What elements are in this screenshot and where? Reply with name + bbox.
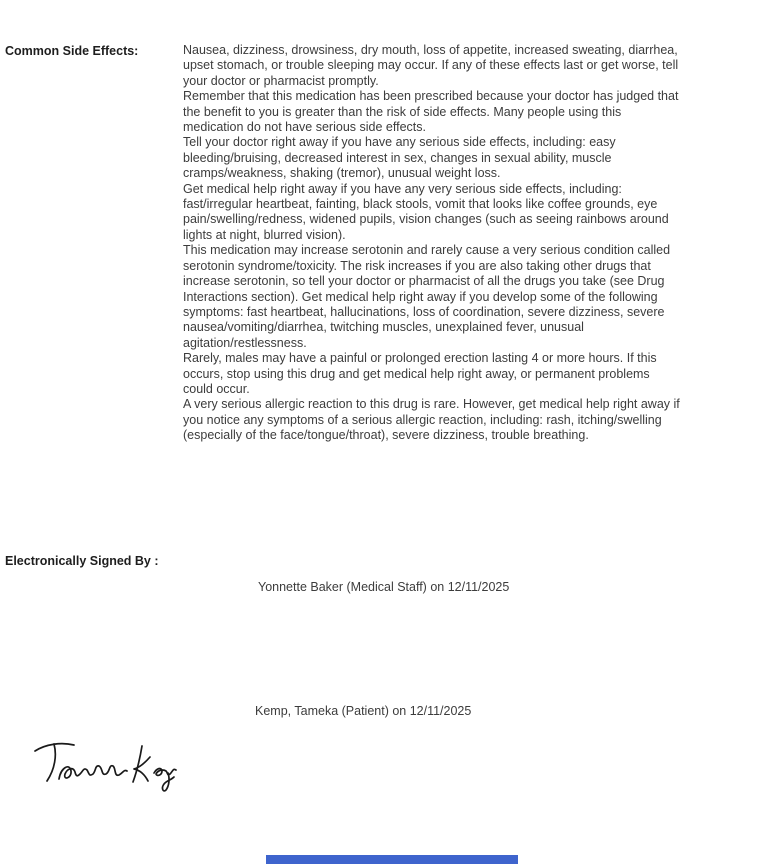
side-effects-paragraph: Tell your doctor right away if you have any serious side effects, including: easy bleeding/bruising, decreased interest in sex, changes in sexual ability, muscle cramps/weakness, shaking (tremor), unusual weight loss. bbox=[183, 135, 616, 181]
signature-ink-icon bbox=[28, 733, 180, 795]
side-effects-paragraph: A very serious allergic reaction to this drug is rare. However, get medical help right away if you notice any symptoms of a serious allergic reaction, including: rash, itching/swelling (especially of the face/tongue/throat), severe dizziness, trouble breathing. bbox=[183, 397, 680, 443]
side-effects-paragraph: Get medical help right away if you have any very serious side effects, including: fast/irregular heartbeat, fainting, black stools, vomit that looks like coffee grounds, eye pain/swelling/redness, widened pupils, vision changes (such as seeing rainbows around lights at night, blurred vision). bbox=[183, 181, 669, 242]
side-effects-paragraph: Nausea, dizziness, drowsiness, dry mouth, loss of appetite, increased sweating, diarrhea, upset stomach, or trouble sleeping may occur. If any of these effects last or get worse, tell your doctor or pharmacist promptly. bbox=[183, 43, 679, 88]
side-effects-text bbox=[183, 43, 680, 444]
side-effects-paragraph: Rarely, males may have a painful or prolonged erection lasting 4 or more hours. If this occurs, stop using this drug and get medical help right away, or permanent problems could occur. bbox=[183, 351, 657, 396]
side-effects-paragraph: This medication may increase serotonin and rarely cause a very serious condition called serotonin syndrome/toxicity. The risk increases if you are also taking other drugs that increase serotonin, so tell your doctor or pharmacist of all the drugs you take (see Drug Interactions section). Get medical help right away if you develop some of the following symptoms: fast heartbeat, hallucinations, loss of coordination, severe dizziness, severe nausea/vomiting/diarrhea, twitching muscles, unexplained fever, unusual agitation/restlessness. bbox=[183, 243, 671, 350]
handwritten-signature bbox=[28, 733, 180, 795]
patient-signature-line: Kemp, Tameka (Patient) on 12/11/2025 bbox=[255, 704, 472, 718]
clipped-blue-element bbox=[266, 855, 518, 864]
side-effects-paragraph: Remember that this medication has been prescribed because your doctor has judged that the benefit to you is greater than the risk of side effects. Many people using this medication do not have serious side effects. bbox=[183, 89, 679, 135]
staff-signature-line: Yonnette Baker (Medical Staff) on 12/11/2025 bbox=[258, 580, 510, 594]
electronically-signed-by-label: Electronically Signed By : bbox=[5, 554, 159, 568]
side-effects-label: Common Side Effects: bbox=[5, 44, 139, 58]
